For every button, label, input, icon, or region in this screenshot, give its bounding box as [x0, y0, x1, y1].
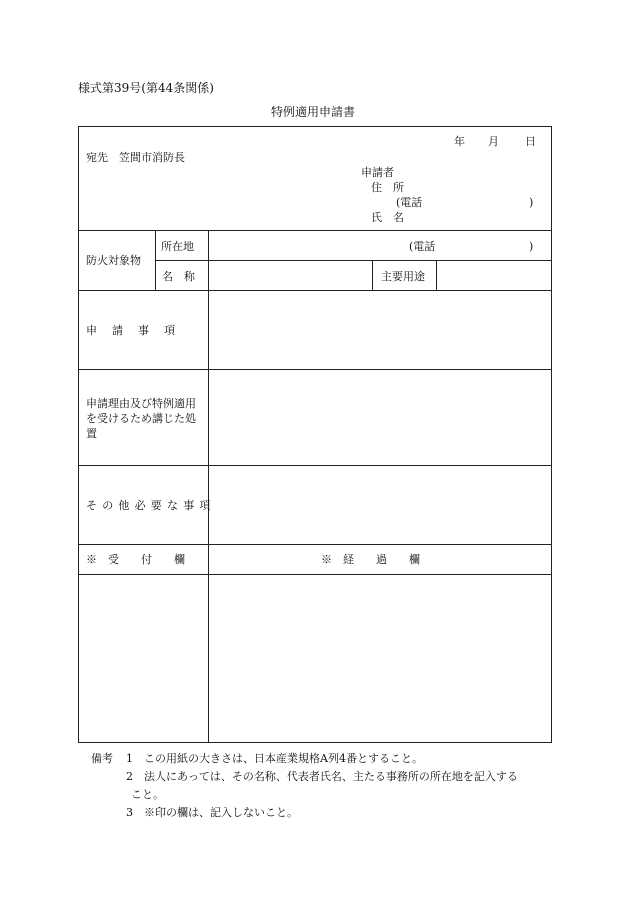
- notes-label: 備考: [91, 752, 113, 765]
- target-label: 防火対象物: [86, 254, 141, 267]
- reason-label-line1: 申請理由及び特例適用: [86, 397, 196, 410]
- divider: [79, 544, 551, 545]
- target-phone-close: ): [529, 240, 534, 253]
- date-month-label: 月: [488, 135, 499, 148]
- divider: [79, 465, 551, 466]
- applicant-label: 申請者: [361, 166, 394, 179]
- date-day-label: 日: [525, 135, 536, 148]
- target-name-label: 名 称: [162, 270, 195, 283]
- note-2-text-line1: 法人にあっては、その名称、代表者氏名、主たる事務所の所在地を記入する: [144, 770, 518, 783]
- applicant-name-label: 氏 名: [371, 211, 404, 224]
- target-location-label: [161, 241, 203, 252]
- divider: [79, 290, 551, 291]
- applicant-address-label: 住 所: [371, 181, 404, 194]
- target-usage-label: 主要用途: [381, 270, 425, 283]
- divider: [79, 369, 551, 370]
- applicant-phone-close: ): [529, 196, 534, 209]
- form-title: 特例適用申請書: [271, 105, 356, 119]
- divider: [372, 260, 373, 290]
- applicant-phone-open: (電話: [396, 196, 423, 209]
- application-items-label: 申 請 事 項: [86, 324, 177, 337]
- divider: [208, 230, 209, 743]
- form-number: 様式第39号(第44条関係): [78, 81, 214, 95]
- progress-label: ※ 経 過 欄: [321, 553, 420, 566]
- application-form: [78, 126, 552, 743]
- divider: [79, 574, 551, 575]
- reason-label-line3: 置: [86, 427, 97, 440]
- date-year-label: 年: [454, 135, 465, 148]
- addressee-to: 宛先 笠間市消防長: [86, 151, 185, 164]
- divider: [79, 230, 551, 231]
- note-2-text-line2: こと。: [131, 788, 164, 801]
- note-1-number: 1: [126, 752, 133, 765]
- reason-label-line2: を受けるため講じた処: [86, 412, 196, 425]
- target-phone-open: (電話: [409, 240, 436, 253]
- divider: [155, 260, 551, 261]
- divider: [436, 260, 437, 290]
- other-items-label: その他必要な事項: [86, 499, 216, 512]
- note-3-number: 3: [126, 806, 133, 819]
- divider: [155, 230, 156, 290]
- target-location-text: 所在地: [161, 240, 194, 253]
- note-2-number: 2: [126, 770, 133, 783]
- reception-label: ※ 受 付 欄: [86, 553, 185, 566]
- note-3-text: ※印の欄は、記入しないこと。: [144, 806, 298, 819]
- note-1-text: この用紙の大きさは、日本産業規格A列4番とすること。: [144, 752, 423, 765]
